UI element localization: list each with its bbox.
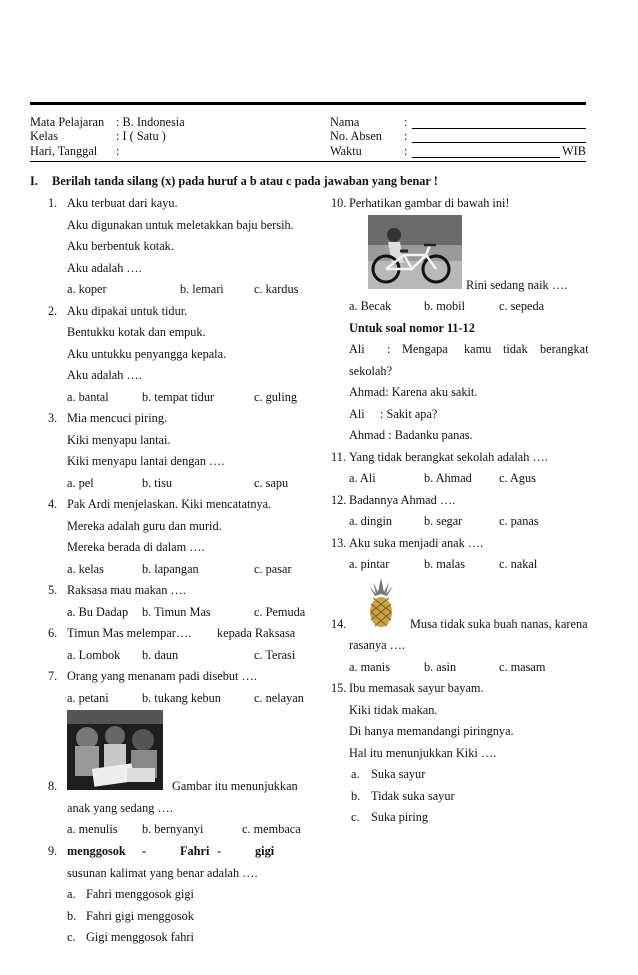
hari-value: :: [116, 144, 120, 158]
q15-line: Di hanya memandangi piringnya.: [349, 724, 514, 738]
q3-line: Kiki menyapu lantai dengan ….: [67, 454, 225, 468]
q11-option-a[interactable]: a. Ali: [349, 471, 376, 485]
q11-option-c[interactable]: c. Agus: [499, 471, 536, 485]
q12-option-c[interactable]: c. panas: [499, 514, 539, 528]
q13-option-c[interactable]: c. nakal: [499, 557, 538, 571]
dialog-line: : Sakit apa?: [380, 407, 438, 421]
header-bottom-rule: [30, 161, 586, 162]
q8-number: 8.: [48, 779, 58, 793]
q14-option-a[interactable]: a. manis: [349, 660, 390, 674]
q5-number: 5.: [48, 583, 58, 597]
q3-option-c[interactable]: c. sapu: [254, 476, 289, 490]
q6-option-b[interactable]: b. daun: [142, 648, 179, 662]
waktu-label: Waktu: [330, 144, 362, 158]
q3-line: Kiki menyapu lantai.: [67, 433, 171, 447]
q10-line: Rini sedang naik ….: [466, 278, 568, 292]
q12-option-b[interactable]: b. segar: [424, 514, 463, 528]
q4-option-a[interactable]: a. kelas: [67, 562, 104, 576]
q4-line: Pak Ardi menjelaskan. Kiki mencatatnya.: [67, 497, 272, 511]
q4-option-b[interactable]: b. lapangan: [142, 562, 199, 576]
dialog-colon: :: [387, 342, 391, 356]
q13-line: Aku suka menjadi anak ….: [349, 536, 484, 550]
q9-option-c[interactable]: Gigi menggosok fahri: [86, 930, 194, 944]
q9-option-a[interactable]: Fahri menggosok gigi: [86, 887, 194, 901]
q8-option-a[interactable]: a. menulis: [67, 822, 118, 836]
dialog-title: Untuk soal nomor 11-12: [349, 321, 475, 335]
q6-option-c[interactable]: c. Terasi: [254, 648, 296, 662]
q3-line: Mia mencuci piring.: [67, 411, 168, 425]
waktu-colon: :: [404, 144, 408, 158]
q15-option-a[interactable]: Suka sayur: [371, 767, 426, 781]
q14-line: Musa tidak suka buah nanas, karena: [410, 617, 588, 631]
top-rule: [30, 102, 586, 105]
q10-option-b[interactable]: b. mobil: [424, 299, 465, 313]
absen-colon: :: [404, 129, 408, 143]
q15-option-b-letter[interactable]: b.: [351, 789, 361, 803]
q11-option-b[interactable]: b. Ahmad: [424, 471, 472, 485]
q9-line: susunan kalimat yang benar adalah ….: [67, 866, 258, 880]
q6-option-a[interactable]: a. Lombok: [67, 648, 121, 662]
q13-option-a[interactable]: a. pintar: [349, 557, 390, 571]
q10-number: 10.: [331, 196, 347, 210]
q3-option-a[interactable]: a. pel: [67, 476, 94, 490]
q15-option-a-letter[interactable]: a.: [351, 767, 360, 781]
dialog-line: Ahmad : Badanku panas.: [349, 428, 473, 442]
q7-option-b[interactable]: b. tukang kebun: [142, 691, 221, 705]
q2-option-c[interactable]: c. guling: [254, 390, 298, 404]
q11-number: 11.: [331, 450, 346, 464]
kelas-value: : I ( Satu ): [116, 129, 166, 143]
q15-number: 15.: [331, 681, 347, 695]
waktu-field[interactable]: [412, 157, 560, 158]
q10-line: Perhatikan gambar di bawah ini!: [349, 196, 510, 210]
q7-number: 7.: [48, 669, 58, 683]
q14-option-c[interactable]: c. masam: [499, 660, 546, 674]
q1-option-c[interactable]: c. kardus: [254, 282, 299, 296]
hari-label: Hari, Tanggal: [30, 144, 98, 158]
q9-option-b[interactable]: Fahri gigi menggosok: [86, 909, 194, 923]
q2-option-a[interactable]: a. bantal: [67, 390, 109, 404]
q8-line: Gambar itu menunjukkan: [172, 779, 298, 793]
mapel-label: Mata Pelajaran: [30, 115, 105, 129]
q13-option-b[interactable]: b. malas: [424, 557, 465, 571]
q1-option-a[interactable]: a. koper: [67, 282, 107, 296]
q1-option-b[interactable]: b. lemari: [180, 282, 224, 296]
dialog-line: Ahmad: Karena aku sakit.: [349, 385, 478, 399]
dialog-line: sekolah?: [349, 364, 393, 378]
absen-label: No. Absen: [330, 129, 382, 143]
q9-word: Fahri: [180, 844, 210, 858]
bicycle-photo: [368, 215, 462, 289]
q4-line: Mereka adalah guru dan murid.: [67, 519, 222, 533]
q9-number: 9.: [48, 844, 58, 858]
dialog-speaker: Ali: [349, 342, 365, 356]
q9-dash: -: [142, 844, 147, 858]
dialog-word: berangkat: [540, 342, 589, 356]
q2-line: Aku untukku penyangga kepala.: [67, 347, 227, 361]
q8-line: anak yang sedang ….: [67, 801, 173, 815]
q7-option-a[interactable]: a. petani: [67, 691, 109, 705]
absen-field[interactable]: [412, 142, 586, 143]
q15-line: Hal itu menunjukkan Kiki ….: [349, 746, 497, 760]
q2-line: Bentukku kotak dan empuk.: [67, 325, 206, 339]
q10-option-c[interactable]: c. sepeda: [499, 299, 545, 313]
q5-line: Raksasa mau makan ….: [67, 583, 186, 597]
section-instruction: Berilah tanda silang (x) pada huruf a b atau c pada jawaban yang benar !: [52, 174, 438, 188]
q2-line: Aku adalah ….: [67, 368, 142, 382]
q1-line: Aku terbuat dari kayu.: [67, 196, 178, 210]
q1-number: 1.: [48, 196, 58, 210]
q15-option-c-letter[interactable]: c.: [351, 810, 360, 824]
q14-option-b[interactable]: b. asin: [424, 660, 457, 674]
q6-line: kepada Raksasa: [217, 626, 296, 640]
q2-number: 2.: [48, 304, 58, 318]
q11-line: Yang tidak berangkat sekolah adalah ….: [349, 450, 548, 464]
q3-number: 3.: [48, 411, 58, 425]
dialog-word: Mengapa: [402, 342, 448, 356]
q14-line: rasanya ….: [349, 638, 405, 652]
q13-number: 13.: [331, 536, 347, 550]
q4-number: 4.: [48, 497, 58, 511]
dialog-speaker: Ali: [349, 407, 365, 421]
q4-option-c[interactable]: c. pasar: [254, 562, 292, 576]
waktu-suffix: WIB: [562, 144, 586, 158]
q1-line: Aku berbentuk kotak.: [67, 239, 174, 253]
pineapple-image: [363, 578, 399, 628]
q2-option-b[interactable]: b. tempat tidur: [142, 390, 215, 404]
children-reading-photo: [67, 710, 163, 790]
q15-line: Kiki tidak makan.: [349, 703, 438, 717]
q15-option-b[interactable]: Tidak suka sayur: [371, 789, 455, 803]
q9-word: gigi: [255, 844, 275, 858]
q4-line: Mereka berada di dalam ….: [67, 540, 205, 554]
q5-option-b[interactable]: b. Timun Mas: [142, 605, 211, 619]
nama-field[interactable]: [412, 128, 586, 129]
q1-line: Aku adalah ….: [67, 261, 142, 275]
q12-option-a[interactable]: a. dingin: [349, 514, 393, 528]
q9-dash: -: [217, 844, 222, 858]
dialog-word: kamu: [464, 342, 492, 356]
q9-word: menggosok: [67, 844, 126, 858]
q3-option-b[interactable]: b. tisu: [142, 476, 173, 490]
nama-colon: :: [404, 115, 408, 129]
q7-line: Orang yang menanam padi disebut ….: [67, 669, 257, 683]
q15-line: Ibu memasak sayur bayam.: [349, 681, 484, 695]
q14-number: 14.: [331, 617, 347, 631]
q8-option-b[interactable]: b. bernyanyi: [142, 822, 204, 836]
q5-option-c[interactable]: c. Pemuda: [254, 605, 306, 619]
q9-option-c-letter[interactable]: c.: [67, 930, 76, 944]
q6-number: 6.: [48, 626, 58, 640]
q1-line: Aku digunakan untuk meletakkan baju bersih.: [67, 218, 294, 232]
q15-option-c[interactable]: Suka piring: [371, 810, 429, 824]
q12-line: Badannya Ahmad ….: [349, 493, 456, 507]
q5-option-a[interactable]: a. Bu Dadap: [67, 605, 129, 619]
q10-option-a[interactable]: a. Becak: [349, 299, 392, 313]
q9-option-b-letter[interactable]: b.: [67, 909, 77, 923]
mapel-value: : B. Indonesia: [116, 115, 185, 129]
q2-line: Aku dipakai untuk tidur.: [67, 304, 188, 318]
dialog-word: tidak: [503, 342, 528, 356]
q6-line: Timun Mas melempar….: [67, 626, 192, 640]
q8-option-c[interactable]: c. membaca: [242, 822, 301, 836]
q12-number: 12.: [331, 493, 347, 507]
nama-label: Nama: [330, 115, 360, 129]
q9-option-a-letter[interactable]: a.: [67, 887, 76, 901]
q7-option-c[interactable]: c. nelayan: [254, 691, 304, 705]
kelas-label: Kelas: [30, 129, 58, 143]
section-number: I.: [30, 174, 38, 188]
